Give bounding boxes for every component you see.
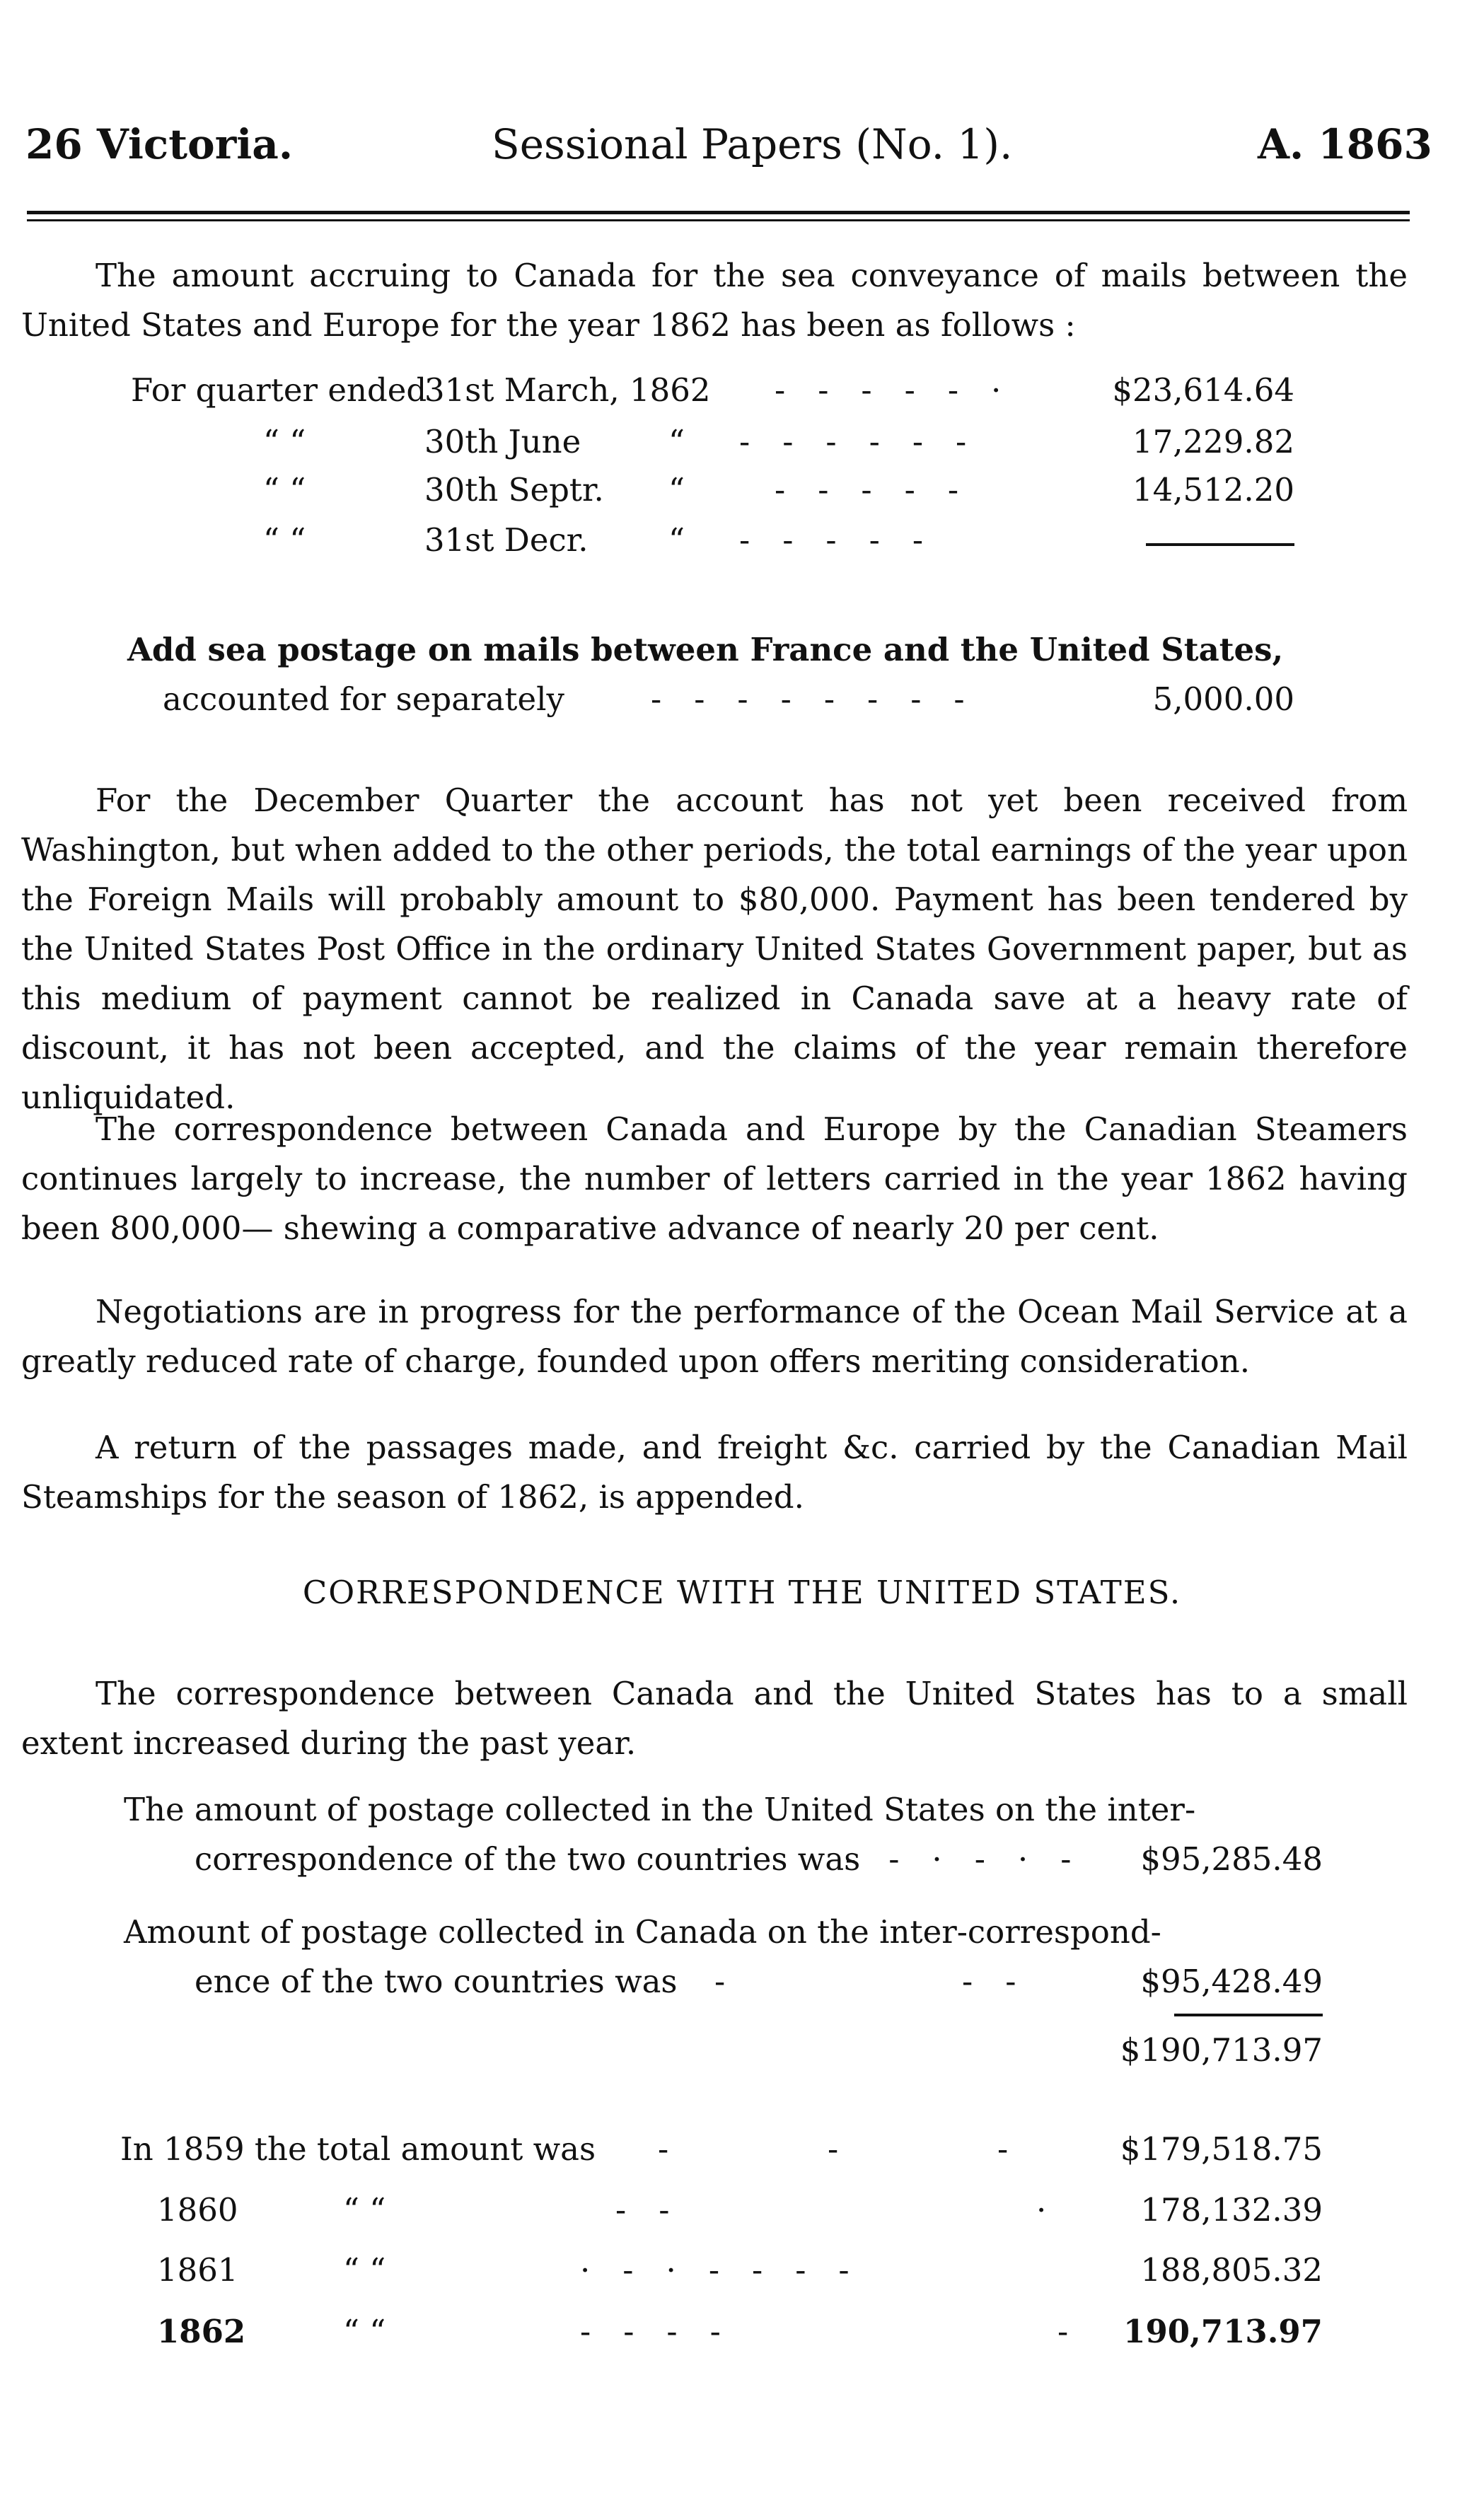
- paragraph-return: A return of the passages made, and freight &c. carried by the Canadian Mail Steamships for the season of 1862, is appended.: [21, 1429, 1408, 1516]
- quarter-label: For quarter ended: [131, 371, 427, 409]
- quarter-date: 30th Septr.: [424, 471, 604, 509]
- dot-leader: --------: [651, 680, 997, 718]
- quarter-date: 31st Decr.: [424, 521, 589, 559]
- dot-leader: -: [997, 2130, 1041, 2168]
- year-amount: 178,132.39: [1140, 2191, 1323, 2229]
- sea-postage-line1: Add sea postage on mails between France and the United States,: [127, 631, 1284, 668]
- quarter-label: “ “: [263, 471, 306, 509]
- paragraph-december: For the December Quarter the account has not yet been received from Washington, but when added to the other periods, the total earnings of the year upon the Foreign Mails will probably amount to $80,000. Payment has been tendered by the United States Post Office in the ordinary United States Government paper, but as this medium of payment cannot be realized in Canada save at a heavy rate of discount, it has not been accepted, and the claims of the year remain therefore unliquidated.: [21, 782, 1408, 1116]
- quarter-amount: 14,512.20: [1132, 471, 1294, 509]
- year-amount: 188,805.32: [1140, 2251, 1323, 2289]
- section-heading: CORRESPONDENCE WITH THE UNITED STATES.: [302, 1574, 1182, 1611]
- sum-rule: [1174, 2014, 1323, 2016]
- us-postage-line2: correspondence of the two countries was: [195, 1840, 861, 1878]
- dot-leader: ------: [739, 423, 999, 460]
- postage-total: $190,713.97: [1120, 2031, 1323, 2069]
- quarter-date: 31st March, 1862: [424, 371, 711, 409]
- year-label: 1860: [157, 2191, 238, 2229]
- quarter-amount: $23,614.64: [1112, 371, 1294, 409]
- intro-paragraph: The amount accruing to Canada for the sea conveyance of mails between the United States and Europe for the year 1862 has been as follows :: [21, 257, 1408, 344]
- dot-leader: -----: [775, 471, 992, 509]
- year-label: In 1859 the total amount was: [120, 2130, 596, 2168]
- quarter-date: 30th June: [424, 423, 581, 460]
- year-label: 1861: [157, 2251, 238, 2289]
- year-amount: $179,518.75: [1120, 2130, 1323, 2168]
- ditto-mark: “: [668, 471, 685, 509]
- paragraph-europe: The correspondence between Canada and Europe by the Canadian Steamers continues largely to increase, the number of letters carried in the year 1862 having been 800,000— shewing a comparative advance of nearly 20 per cent.: [21, 1110, 1408, 1247]
- year-amount: 190,713.97: [1123, 2313, 1323, 2350]
- dot-leader: -----: [739, 521, 956, 559]
- dot-leader: -: [1057, 2313, 1101, 2350]
- quarter-label: “ “: [263, 423, 306, 460]
- quarter-amount: 17,229.82: [1132, 423, 1294, 460]
- us-postage-amount: $95,285.48: [1140, 1840, 1323, 1878]
- header-rule-top: [27, 211, 1410, 214]
- sea-postage-amount: 5,000.00: [1152, 680, 1294, 718]
- ditto-mark: “ “: [343, 2313, 386, 2350]
- dot-leader: -: [714, 1963, 758, 2000]
- paragraph-negotiations: Negotiations are in progress for the performance of the Ocean Mail Service at a greatly reduced rate of charge, founded upon offers meriting consideration.: [21, 1293, 1408, 1380]
- dot-leader: --: [962, 1963, 1049, 2000]
- dot-leader: -: [658, 2130, 702, 2168]
- dot-leader: -----·: [775, 371, 1034, 409]
- sea-postage-line2: accounted for separately: [163, 680, 564, 718]
- dot-leader: ----: [580, 2313, 753, 2350]
- sum-rule: [1146, 543, 1294, 546]
- ditto-mark: “: [668, 423, 685, 460]
- year-label: 1862: [157, 2313, 246, 2350]
- quarter-label: “ “: [263, 521, 306, 559]
- us-postage-line1: The amount of postage collected in the United States on the inter-: [124, 1791, 1196, 1828]
- header-right: A. 1863: [1258, 120, 1432, 168]
- header-center: Sessional Papers (No. 1).: [492, 120, 1013, 168]
- ca-postage-line1: Amount of postage collected in Canada on the inter-correspond-: [124, 1913, 1161, 1951]
- ditto-mark: “: [668, 521, 685, 559]
- dot-leader: --: [615, 2191, 702, 2229]
- dot-leader: ·-·----: [580, 2251, 882, 2289]
- ditto-mark: “ “: [343, 2191, 386, 2229]
- ca-postage-line2: ence of the two countries was: [195, 1963, 678, 2000]
- dot-leader: --·-·-: [845, 1840, 1104, 1878]
- us-intro-paragraph: The correspondence between Canada and the United States has to a small extent increased during the past year.: [21, 1675, 1408, 1762]
- ca-postage-amount: $95,428.49: [1140, 1963, 1323, 2000]
- header-left: 26 Victoria.: [25, 120, 294, 168]
- header-rule-bottom: [27, 219, 1410, 221]
- dot-leader: ·: [1036, 2191, 1079, 2229]
- dot-leader: -: [828, 2130, 871, 2168]
- ditto-mark: “ “: [343, 2251, 386, 2289]
